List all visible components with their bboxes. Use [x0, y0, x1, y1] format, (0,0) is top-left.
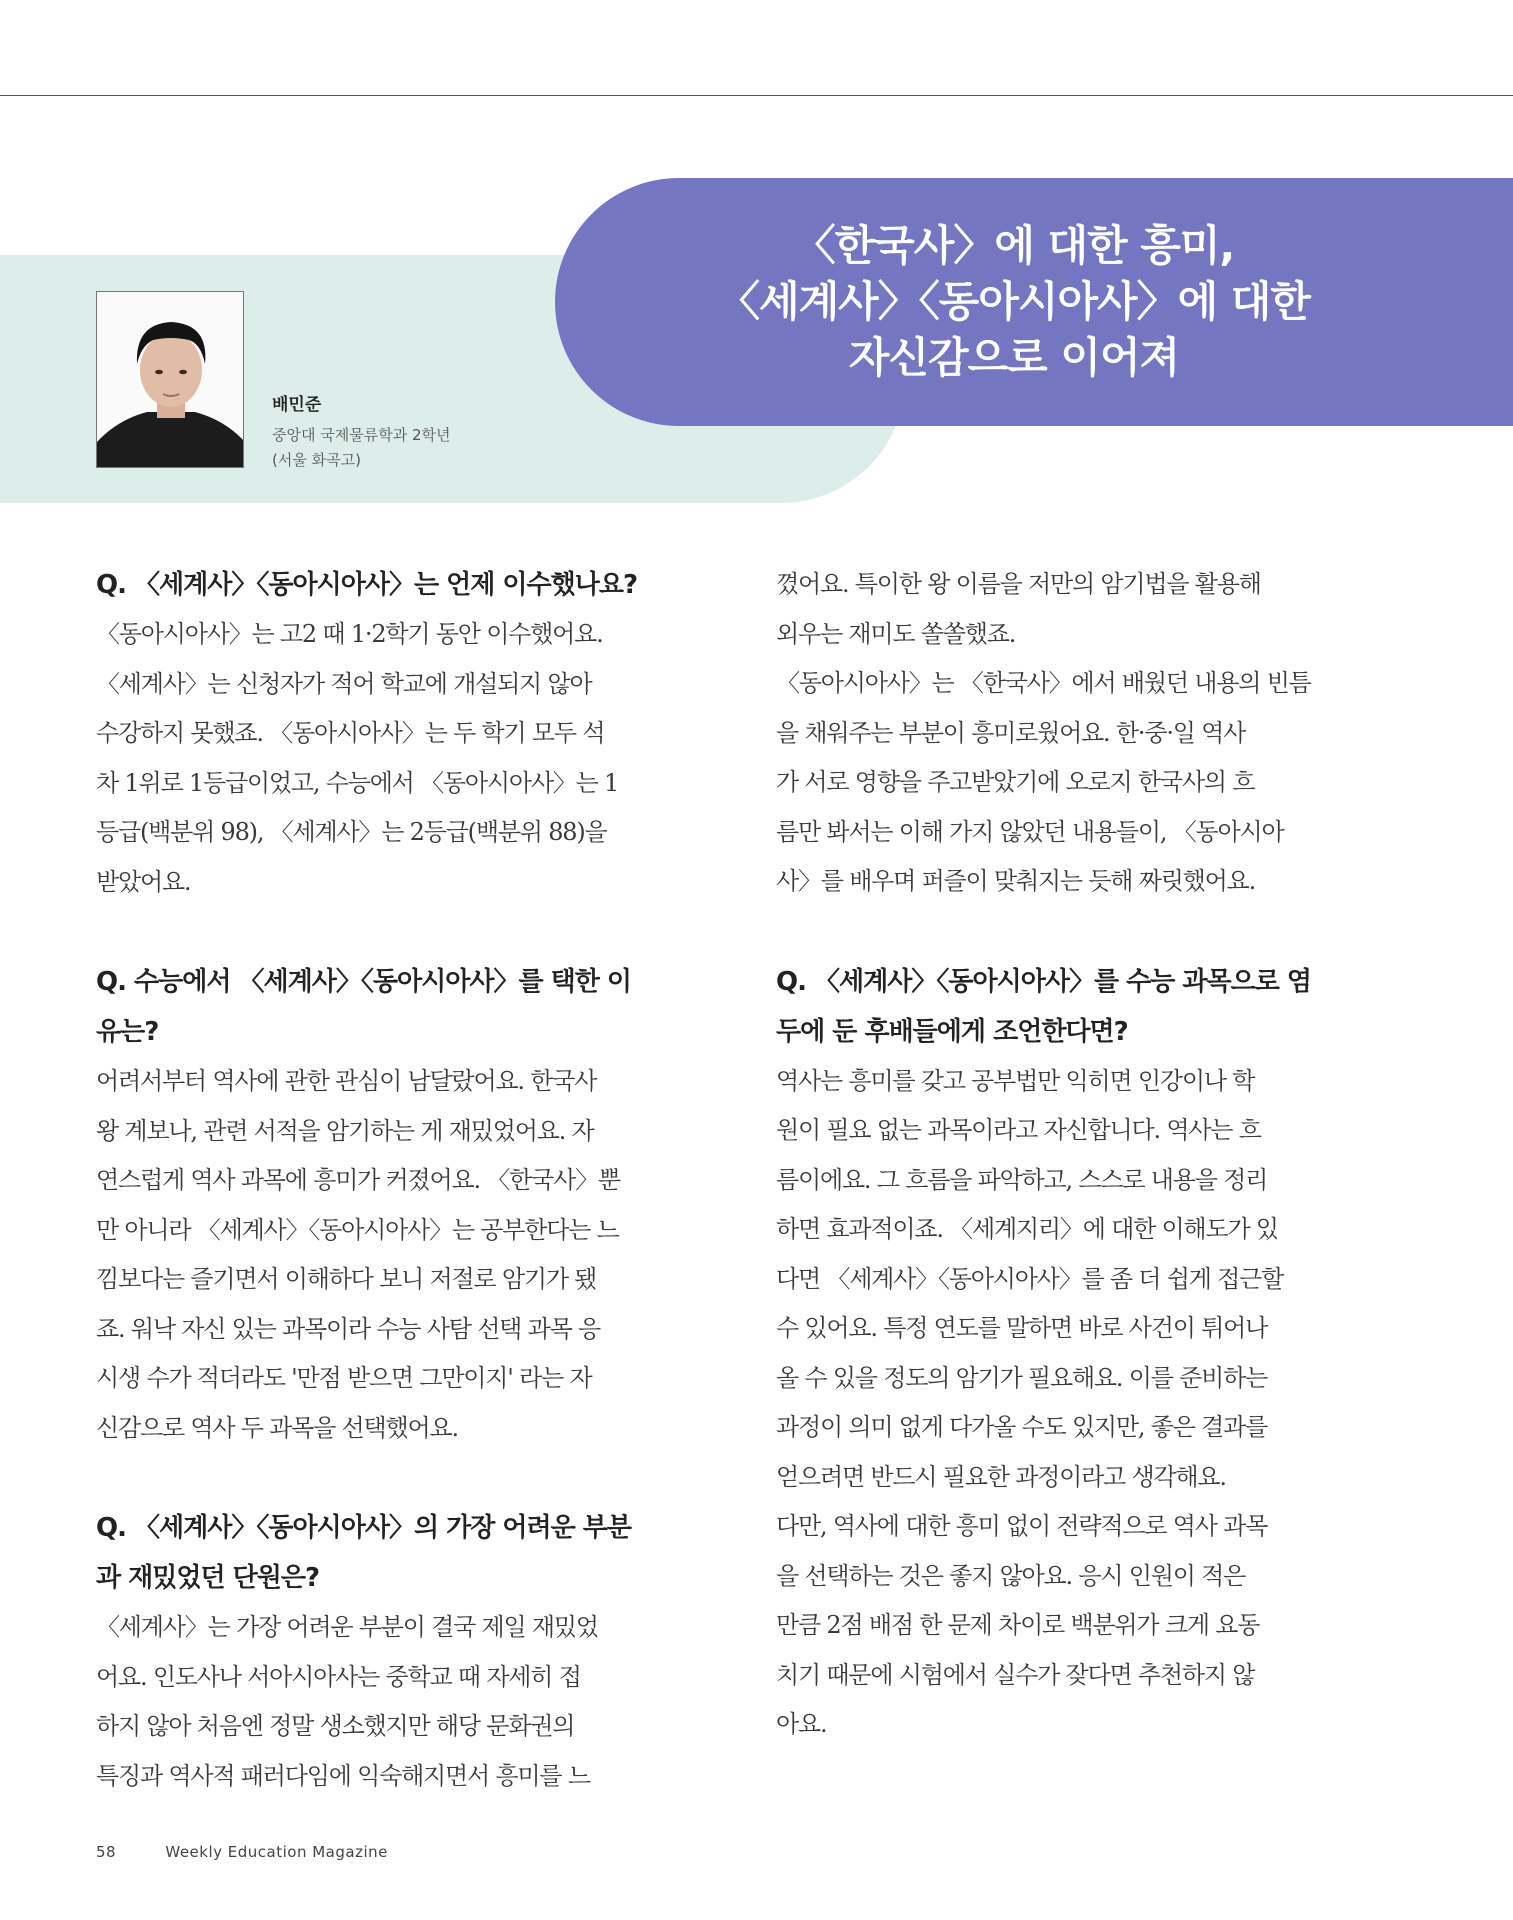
answer-4-line: 역사는 흥미를 갖고 공부법만 익히면 인강이나 학: [776, 1066, 1255, 1095]
answer-4-line: 원이 필요 없는 과목이라고 자신합니다. 역사는 흐: [776, 1116, 1261, 1144]
answer-2-line: 신감으로 역사 두 과목을 선택했어요.: [96, 1413, 458, 1442]
answer-2-line: 낌보다는 즐기면서 이해하다 보니 저절로 암기가 됐: [96, 1265, 597, 1293]
right-column: [776, 560, 1354, 1750]
answer-2-line: 왕 계보나, 관련 서적을 암기하는 게 재밌었어요. 자: [96, 1116, 594, 1145]
answer-3-cont-line: 사〉를 배우며 퍼즐이 맞춰지는 듯해 짜릿했어요.: [776, 867, 1256, 895]
title-line: 〈한국사〉에 대한 흥미,: [793, 221, 1235, 270]
answer-2-line: 어려서부터 역사에 관한 관심이 남달랐어요. 한국사: [96, 1067, 597, 1095]
answer-4-line: 다만, 역사에 대한 흥미 없이 전략적으로 역사 과목: [776, 1512, 1268, 1540]
answer-4-line: 만큼 2점 배점 한 문제 차이로 백분위가 크게 요동: [776, 1611, 1260, 1639]
answer-3-line: 하지 않아 처음엔 정말 생소했지만 해당 문화권의: [96, 1712, 575, 1740]
answer-4-line: 아요.: [776, 1710, 827, 1738]
answer-3-cont-line: 외우는 재미도 쏠쏠했죠.: [776, 619, 1016, 648]
answer-4-line: 얻으려면 반드시 필요한 과정이라고 생각해요.: [776, 1462, 1226, 1491]
person-portrait-icon: [97, 292, 244, 468]
answer-4-line: 치기 때문에 시험에서 실수가 잦다면 추천하지 않: [776, 1660, 1255, 1689]
answer-3-cont-line: 름만 봐서는 이해 가지 않았던 내용들이, 〈동아시아: [776, 817, 1284, 846]
answer-2-line: 죠. 워낙 자신 있는 과목이라 수능 사탐 선택 과목 응: [96, 1314, 600, 1343]
question-4: Q. 〈세계사〉〈동아시아사〉를 수능 과목으로 염: [776, 966, 1312, 997]
answer-4-line: 과정이 의미 없게 다가올 수도 있지만, 좋은 결과를: [776, 1413, 1268, 1441]
answer-4-line: 을 선택하는 것은 좋지 않아요. 응시 인원이 적은: [776, 1561, 1246, 1590]
answer-1-line: 받았어요.: [96, 867, 191, 896]
answer-2-line: 시생 수가 적더라도 '만점 받으면 그만이지' 라는 자: [96, 1364, 592, 1392]
left-column: [96, 560, 674, 1801]
answer-2-line: 연스럽게 역사 과목에 흥미가 커졌어요. 〈한국사〉뿐: [96, 1166, 620, 1194]
title-banner: [555, 178, 1513, 426]
answer-1-line: 차 1위로 1등급이었고, 수능에서 〈동아시아사〉는 1: [96, 768, 619, 797]
answer-4-line: 올 수 있을 정도의 암기가 필요해요. 이를 준비하는: [776, 1363, 1268, 1392]
question-2: Q. 수능에서 〈세계사〉〈동아시아사〉를 택한 이: [96, 967, 632, 997]
answer-1-line: 수강하지 못했죠. 〈동아시아사〉는 두 학기 모두 석: [96, 719, 605, 747]
answer-1-line: 등급(백분위 98), 〈세계사〉는 2등급(백분위 88)을: [96, 818, 607, 846]
page-number: 58: [96, 1843, 117, 1861]
answer-2-line: 만 아니라 〈세계사〉〈동아시아사〉는 공부한다는 느: [96, 1215, 619, 1244]
top-rule: [0, 95, 1513, 96]
question-3: Q. 〈세계사〉〈동아시아사〉의 가장 어려운 부분: [96, 1513, 632, 1543]
magazine-name: Weekly Education Magazine: [165, 1843, 388, 1861]
answer-3-cont-line: 가 서로 영향을 주고받았기에 오로지 한국사의 흐: [776, 768, 1255, 796]
answer-1-line: 〈동아시아사〉는 고2 때 1·2학기 동안 이수했어요.: [96, 620, 603, 648]
answer-4-line: 하면 효과적이죠. 〈세계지리〉에 대한 이해도가 있: [776, 1215, 1278, 1243]
answer-3-line: 〈세계사〉는 가장 어려운 부분이 결국 제일 재밌었: [96, 1613, 598, 1641]
answer-3-line: 특징과 역사적 패러다임에 익숙해지면서 흥미를 느: [96, 1761, 590, 1790]
title-line: 〈세계사〉〈동아시아사〉에 대한: [718, 277, 1310, 326]
profile-photo: [96, 291, 244, 468]
question-1: Q. 〈세계사〉〈동아시아사〉는 언제 이수했나요?: [96, 570, 638, 600]
answer-3-cont-line: 꼈어요. 특이한 왕 이름을 저만의 암기법을 활용해: [776, 570, 1261, 598]
title-line: 자신감으로 이어져: [848, 333, 1180, 382]
question-2: 유는?: [96, 1017, 159, 1047]
profile-school: 중앙대 국제물류학과 2학년: [272, 426, 451, 444]
answer-1-line: 〈세계사〉는 신청자가 적어 학교에 개설되지 않아: [96, 669, 592, 698]
profile-name: 배민준: [272, 395, 322, 415]
answer-3-cont-line: 〈동아시아사〉는 〈한국사〉에서 배웠던 내용의 빈틈: [776, 669, 1311, 697]
answer-4-line: 수 있어요. 특정 연도를 말하면 바로 사건이 튀어나: [776, 1314, 1268, 1342]
answer-3-line: 어요. 인도사나 서아시아사는 중학교 때 자세히 접: [96, 1662, 581, 1691]
profile-info: [272, 390, 450, 473]
question-3: 과 재밌었던 단원은?: [96, 1563, 320, 1593]
answer-4-line: 다면 〈세계사〉〈동아시아사〉를 좀 더 쉽게 접근할: [776, 1264, 1284, 1293]
answer-4-line: 름이에요. 그 흐름을 파악하고, 스스로 내용을 정리: [776, 1165, 1268, 1194]
question-4: 두에 둔 후배들에게 조언한다면?: [776, 1016, 1128, 1047]
answer-3-cont-line: 을 채워주는 부분이 흥미로웠어요. 한·중·일 역사: [776, 718, 1246, 747]
profile-highschool: (서울 화곡고): [272, 451, 361, 469]
page-footer: [96, 1843, 388, 1861]
